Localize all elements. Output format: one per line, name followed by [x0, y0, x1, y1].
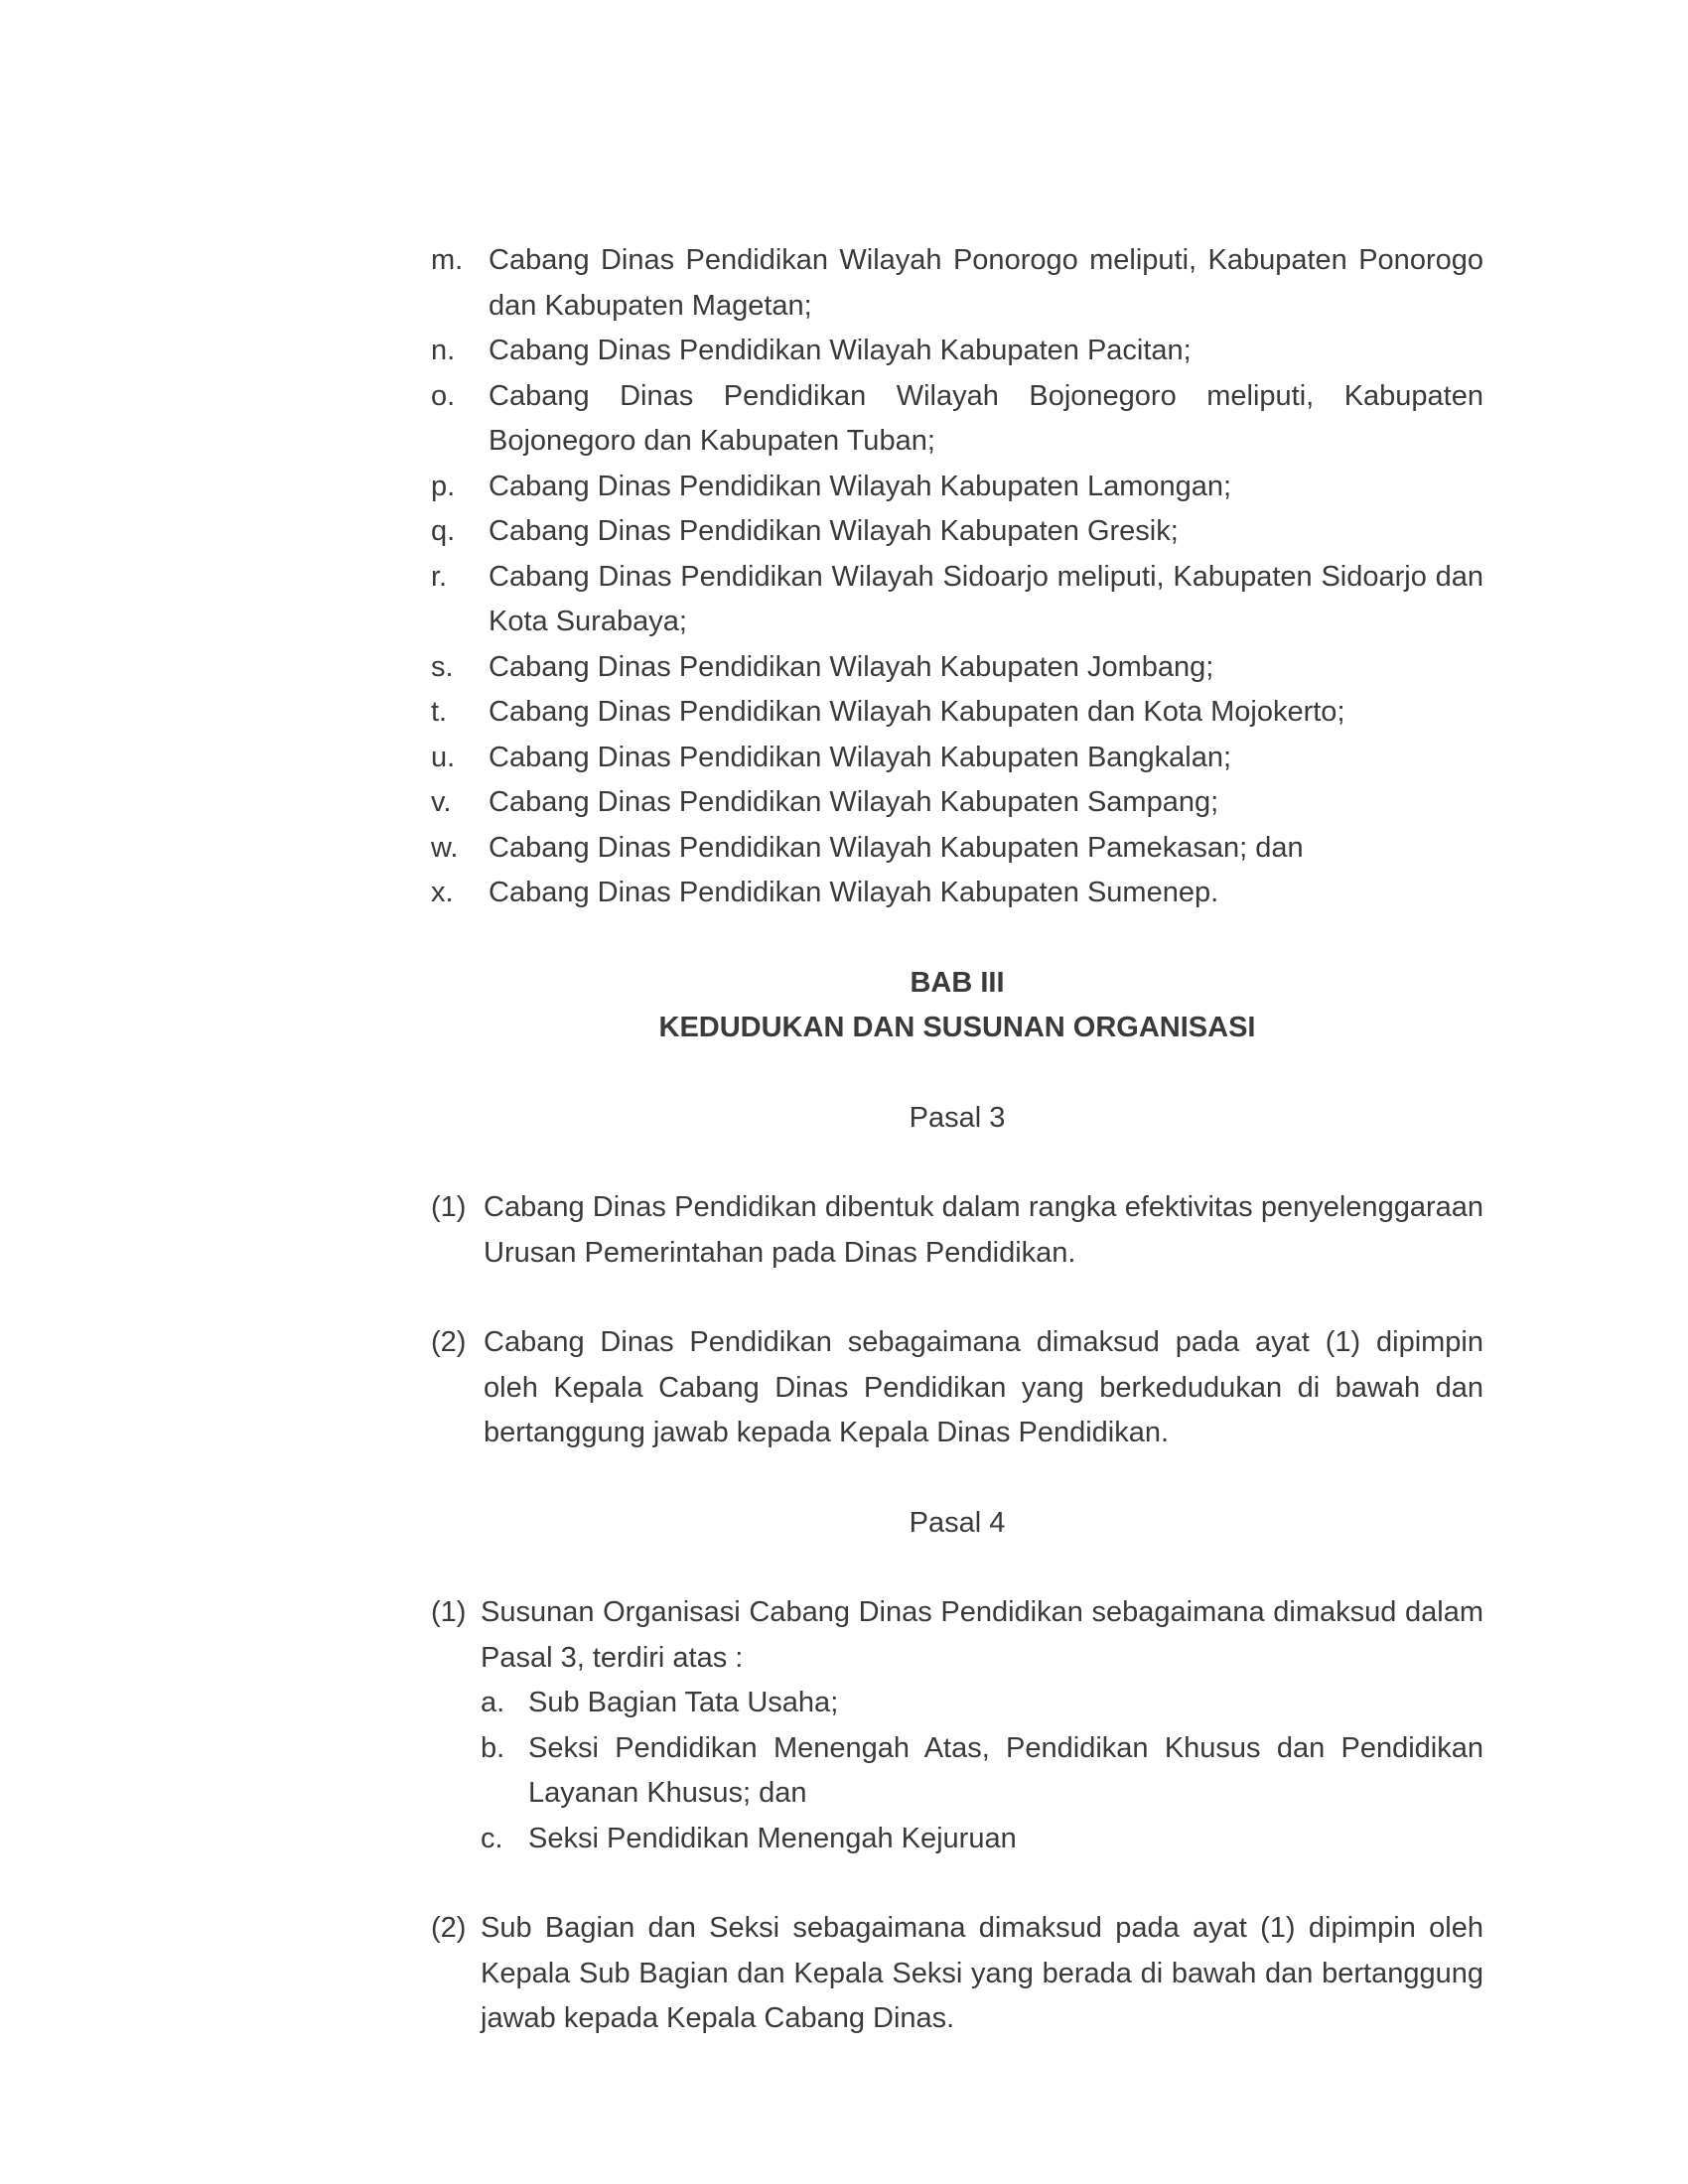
list-item-text: Cabang Dinas Pendidikan Wilayah Kabupaten Pamekasan; dan [489, 831, 1304, 864]
list-item-text: Cabang Dinas Pendidikan Wilayah Ponorogo meliputi, Kabupaten Ponorogo dan Kabupaten Magetan; [489, 244, 1483, 322]
list-item [431, 555, 1483, 645]
list-item [431, 736, 1483, 781]
list-item-text: Cabang Dinas Pendidikan Wilayah Kabupaten Sumenep. [489, 877, 1219, 908]
list-marker: r. [431, 560, 448, 593]
document-page [431, 238, 1483, 2042]
list-item [431, 465, 1483, 510]
list-marker: w. [431, 831, 459, 864]
list-marker: t. [431, 696, 448, 728]
list-marker: c. [481, 1822, 503, 1854]
pasal-3-ayat-1 [431, 1185, 1483, 1276]
list-item [431, 238, 1483, 329]
list-item-text: Cabang Dinas Pendidikan Wilayah Kabupaten Gresik; [489, 515, 1179, 547]
list-item [431, 509, 1483, 555]
list-marker: o. [431, 379, 456, 412]
pasal-4-ayat-2 [431, 1906, 1483, 2042]
list-item-text: Cabang Dinas Pendidikan Wilayah Kabupaten Sampang; [489, 786, 1219, 818]
pasal-4-ayat-1 [431, 1590, 1483, 1861]
ayat-text: Cabang Dinas Pendidikan sebagaimana dimaksud pada ayat (1) dipimpin oleh Kepala Cabang Dinas Pendidikan yang berkedudukan di bawah dan bertanggung jawab kepada Kepala Dinas Pendidikan. [484, 1326, 1483, 1448]
list-item-text: Cabang Dinas Pendidikan Wilayah Kabupaten dan Kota Mojokerto; [489, 696, 1345, 728]
list-marker: b. [481, 1731, 505, 1764]
ayat-marker: (2) [431, 1326, 467, 1358]
list-marker: u. [431, 741, 456, 773]
ayat-marker: (1) [431, 1596, 467, 1628]
list-item [481, 1681, 1483, 1726]
list-item-text: Seksi Pendidikan Menengah Atas, Pendidikan Khusus dan Pendidikan Layanan Khusus; dan [528, 1731, 1483, 1809]
ayat-body [481, 1590, 1483, 1861]
chapter-title: KEDUDUKAN DAN SUSUNAN ORGANISASI [658, 1012, 1256, 1043]
list-marker: m. [431, 244, 464, 276]
list-item [431, 826, 1483, 872]
cabang-dinas-list [431, 238, 1483, 916]
list-marker: x. [431, 877, 454, 908]
list-item [431, 780, 1483, 826]
list-item-text: Cabang Dinas Pendidikan Wilayah Kabupaten Lamongan; [489, 470, 1232, 502]
list-item [431, 374, 1483, 465]
list-item-text: Cabang Dinas Pendidikan Wilayah Kabupaten Bangkalan; [489, 741, 1232, 773]
pasal-4-title: Pasal 4 [909, 1506, 1006, 1539]
ayat-text: Cabang Dinas Pendidikan dibentuk dalam rangka efektivitas penyelenggaraan Urusan Pemerintahan pada Dinas Pendidikan. [484, 1191, 1483, 1269]
chapter-heading [431, 961, 1483, 1051]
list-item-text: Cabang Dinas Pendidikan Wilayah Bojonegoro meliputi, Kabupaten Bojonegoro dan Kabupaten Tuban; [489, 379, 1483, 457]
list-item-text: Cabang Dinas Pendidikan Wilayah Kabupaten Jombang; [489, 650, 1214, 683]
list-item-text: Seksi Pendidikan Menengah Kejuruan [528, 1822, 1017, 1854]
chapter-number: BAB III [910, 966, 1005, 999]
list-item [431, 645, 1483, 691]
list-marker: s. [431, 650, 454, 683]
list-item [481, 1817, 1483, 1862]
list-marker: a. [481, 1687, 505, 1718]
list-item-text: Cabang Dinas Pendidikan Wilayah Kabupaten Pacitan; [489, 335, 1192, 366]
list-item [481, 1726, 1483, 1817]
ayat-text: Susunan Organisasi Cabang Dinas Pendidikan sebagaimana dimaksud dalam Pasal 3, terdiri atas : [481, 1596, 1483, 1674]
list-item-text: Sub Bagian Tata Usaha; [528, 1687, 839, 1718]
list-item [431, 329, 1483, 374]
ayat-marker: (1) [431, 1191, 467, 1223]
list-item-text: Cabang Dinas Pendidikan Wilayah Sidoarjo meliputi, Kabupaten Sidoarjo dan Kota Surabaya; [489, 560, 1483, 637]
susunan-organisasi-list [481, 1681, 1483, 1861]
ayat-marker: (2) [431, 1912, 467, 1944]
list-marker: p. [431, 470, 456, 502]
list-marker: v. [431, 786, 452, 818]
list-item [431, 690, 1483, 736]
list-marker: n. [431, 335, 456, 366]
list-item [431, 871, 1483, 916]
pasal-3-title: Pasal 3 [909, 1101, 1006, 1134]
list-marker: q. [431, 515, 456, 547]
pasal-3-ayat-2 [431, 1320, 1483, 1456]
ayat-text: Sub Bagian dan Seksi sebagaimana dimaksud pada ayat (1) dipimpin oleh Kepala Sub Bagian dan Kepala Seksi yang berada di bawah dan bertanggung jawab kepada Kepala Cabang Dinas. [481, 1912, 1483, 2034]
